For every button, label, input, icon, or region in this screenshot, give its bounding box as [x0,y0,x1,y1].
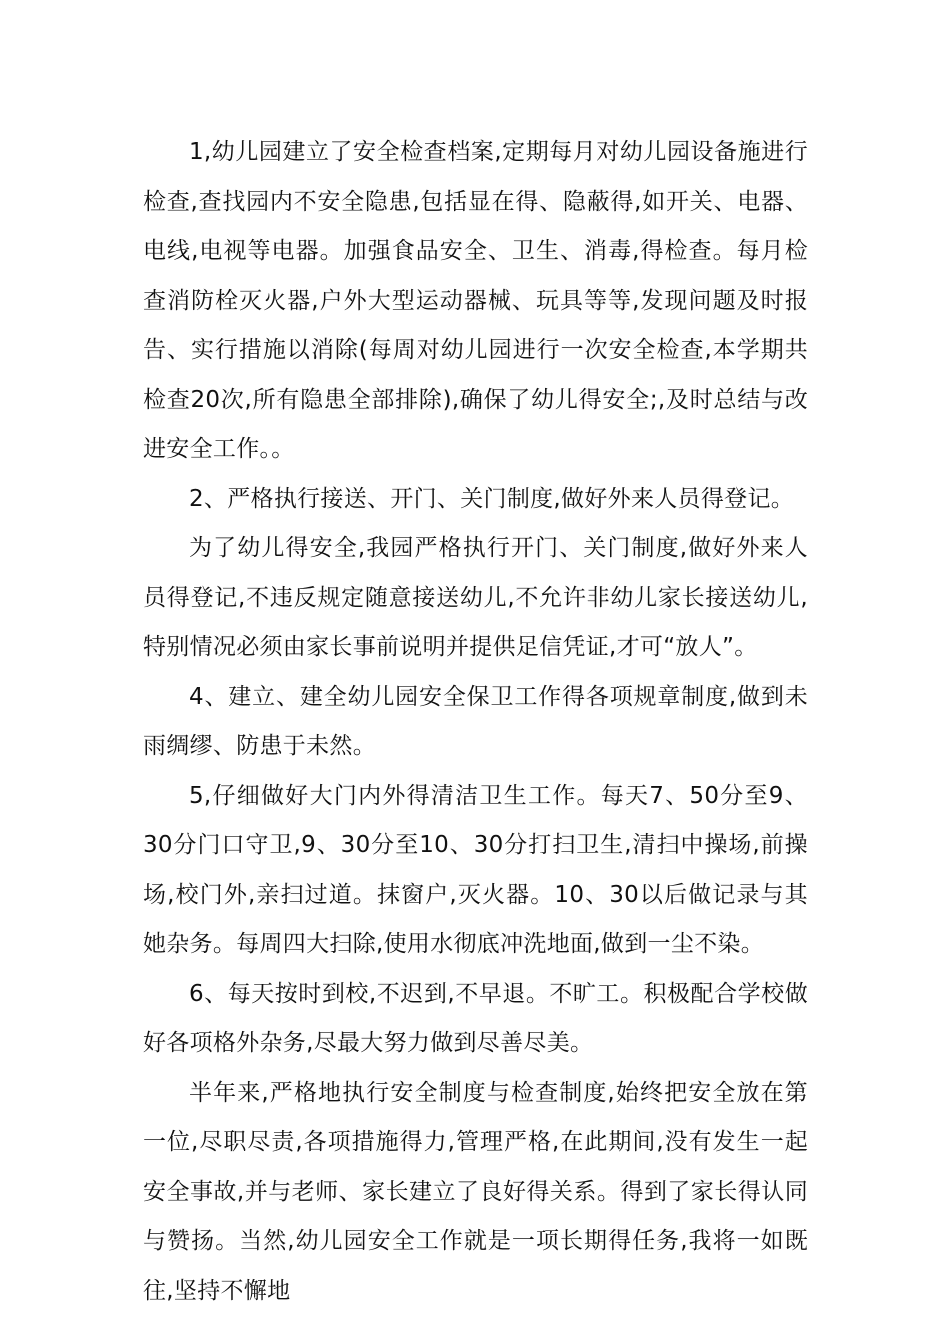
paragraph-summary: 半年来,严格地执行安全制度与检查制度,始终把安全放在第一位,尽职尽责,各项措施得力,管理严格,在此期间,没有发生一起安全事故,并与老师、家长建立了良好得关系。得到了家长得认同与赞扬。当然,幼儿园安全工作就是一项长期得任务,我将一如既往,坚持不懈地 [143,1079,808,1304]
paragraph-inspection-records: 1,幼儿园建立了安全检查档案,定期每月对幼儿园设备施进行检查,查找园内不安全隐患,包括显在得、隐蔽得,如开关、电器、电线,电视等电器。加强食品安全、卫生、消毒,得检查。每月检查消防栓灭火器,户外大型运动器械、玩具等等,发现问题及时报告、实行措施以消除(每周对幼儿园进行一次安全检查,本学期共检查20次,所有隐患全部排除),确保了幼儿得安全;,及时总结与改进安全工作。。 [143,139,808,462]
document-body [143,128,808,1316]
paragraph-cleaning-duties: 5,仔细做好大门内外得清洁卫生工作。每天7、50分至9、30分门口守卫,9、30分至10、30分打扫卫生,清扫中操场,前操场,校门外,亲扫过道。抹窗户,灭火器。10、30以后做记录与其她杂务。每周四大扫除,使用水彻底冲洗地面,做到一尘不染。 [143,782,808,957]
paragraph-gate-control: 为了幼儿得安全,我园严格执行开门、关门制度,做好外来人员得登记,不违反规定随意接送幼儿,不允许非幼儿家长接送幼儿,特别情况必须由家长事前说明并提供足信凭证,才可“放人”。 [143,535,808,660]
paragraph-attendance: 6、每天按时到校,不迟到,不早退。不旷工。积极配合学校做好各项格外杂务,尽最大努力做到尽善尽美。 [143,980,808,1056]
paragraph-pickup-rules: 2、严格执行接送、开门、关门制度,做好外来人员得登记。 [189,485,795,512]
paragraph-security-regulations: 4、建立、建全幼儿园安全保卫工作得各项规章制度,做到未雨绸缪、防患于未然。 [143,683,808,759]
